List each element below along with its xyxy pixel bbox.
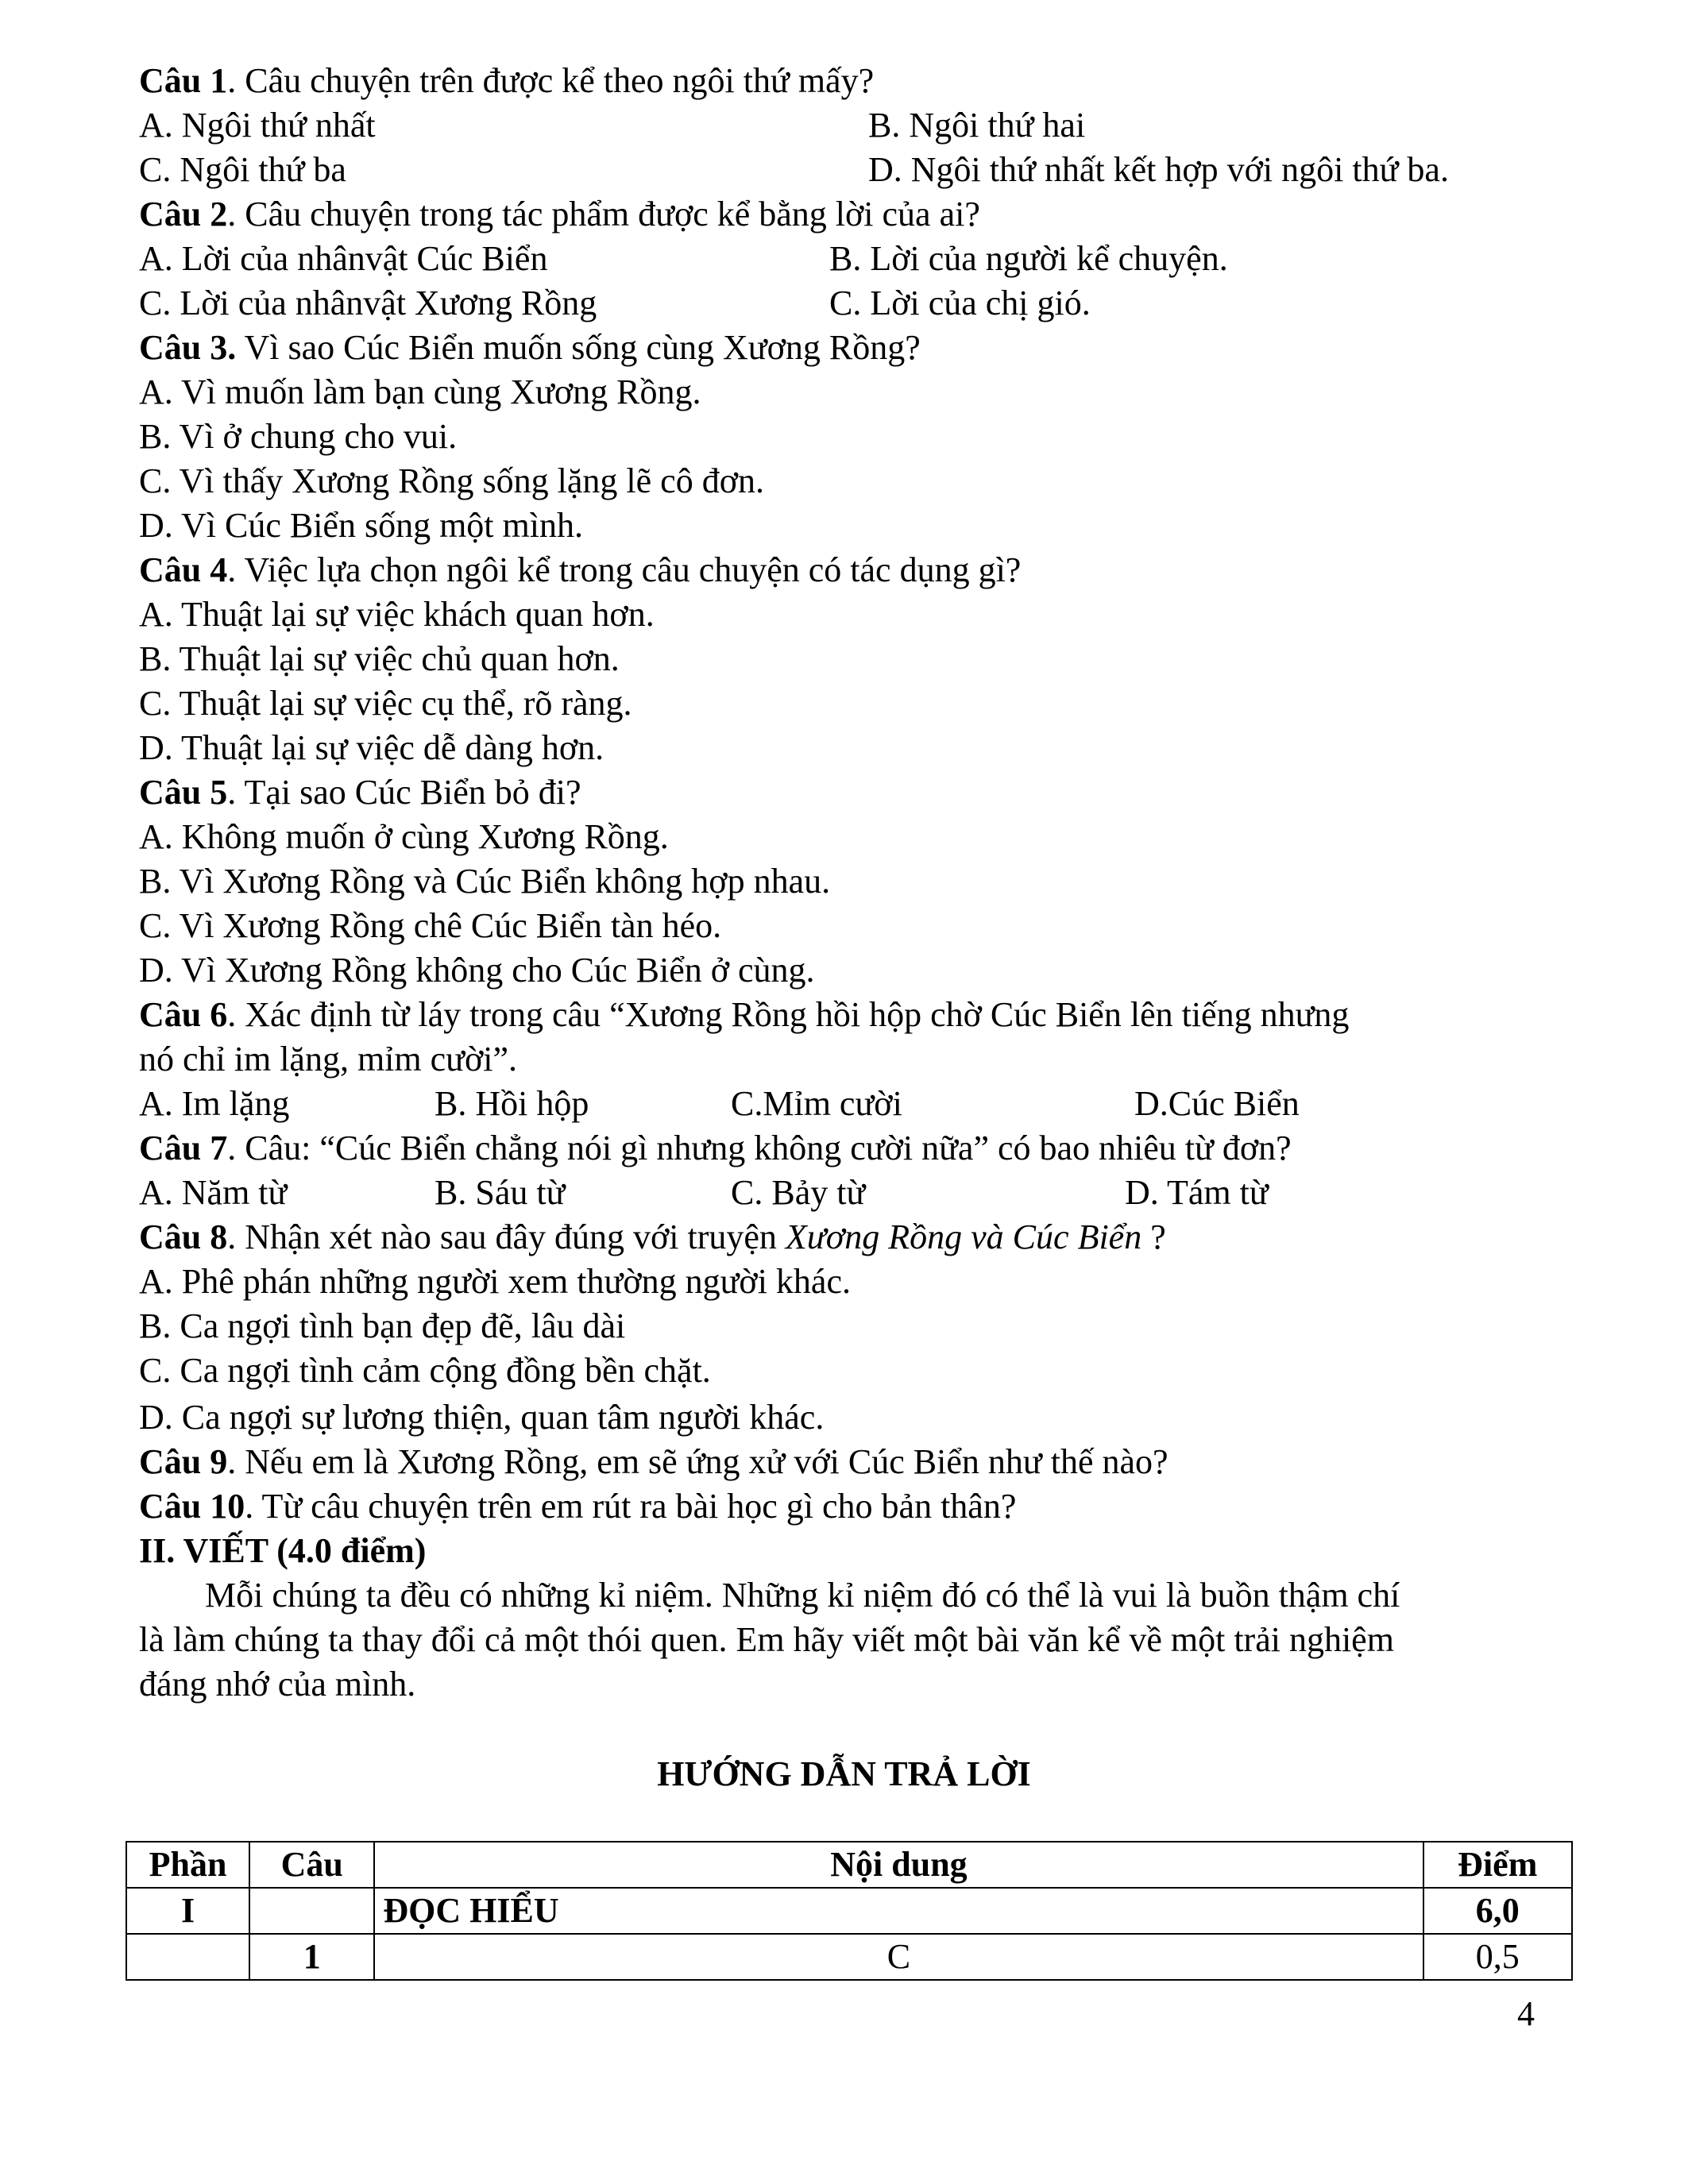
question-text: . Xác định từ láy trong câu “Xương Rồng hồi hộp chờ Cúc Biển lên tiếng nhưng (227, 995, 1350, 1034)
header-noi-dung: Nội dung (374, 1842, 1423, 1888)
question-text-end: ? (1141, 1217, 1166, 1256)
cell-diem: 0,5 (1423, 1934, 1572, 1980)
q2-option-d: C. Lời của chị gió. (829, 284, 1091, 322)
q8-option-b: B. Ca ngợi tình bạn đẹp đẽ, lâu dài (139, 1306, 626, 1345)
answer-table (126, 1841, 1573, 1981)
q1-option-a: A. Ngôi thứ nhất (139, 106, 376, 145)
question-text: . Câu chuyện trên được kể theo ngôi thứ mấy? (227, 61, 875, 100)
q5-option-a: A. Không muốn ở cùng Xương Rồng. (139, 817, 669, 856)
q3-option-d: D. Vì Cúc Biển sống một mình. (139, 506, 583, 545)
question-label: Câu 10 (139, 1487, 245, 1526)
question-6 (139, 993, 1349, 1037)
q3-option-b: B. Vì ở chung cho vui. (139, 417, 458, 456)
story-title: Xương Rồng và Cúc Biển (785, 1217, 1142, 1256)
q6-option-d: D.Cúc Biển (1134, 1084, 1300, 1123)
q3-option-a: A. Vì muốn làm bạn cùng Xương Rồng. (139, 372, 701, 411)
question-label: Câu 1 (139, 61, 228, 100)
q6-option-a: A. Im lặng (139, 1084, 290, 1123)
question-text: . Từ câu chuyện trên em rút ra bài học gì cho bản thân? (245, 1487, 1017, 1526)
question-label: Câu 3. (139, 328, 237, 367)
table-row (126, 1934, 1572, 1980)
cell-phan (126, 1934, 249, 1980)
header-diem: Điểm (1423, 1842, 1572, 1888)
question-text: Vì sao Cúc Biển muốn sống cùng Xương Rồng? (236, 328, 921, 367)
question-label: Câu 6 (139, 995, 228, 1034)
cell-noi-dung: ĐỌC HIỂU (374, 1888, 1423, 1934)
q6-option-b: B. Hồi hộp (435, 1084, 589, 1123)
question-7 (139, 1126, 1292, 1171)
q2-option-c: C. Lời của nhânvật Xương Rồng (139, 284, 597, 322)
table-row (126, 1888, 1572, 1934)
writing-heading: II. VIẾT (4.0 điểm) (139, 1531, 427, 1570)
q4-option-b: B. Thuật lại sự việc chủ quan hơn. (139, 639, 620, 678)
writing-prompt-line-1: Mỗi chúng ta đều có những kỉ niệm. Những kỉ niệm đó có thể là vui là buồn thậm chí (205, 1576, 1400, 1615)
question-4 (139, 548, 1021, 592)
cell-phan: I (126, 1888, 249, 1934)
cell-cau: 1 (249, 1934, 374, 1980)
q3-option-c: C. Vì thấy Xương Rồng sống lặng lẽ cô đơn. (139, 461, 764, 500)
q5-option-c: C. Vì Xương Rồng chê Cúc Biển tàn héo. (139, 906, 722, 945)
question-label: Câu 4 (139, 550, 228, 589)
header-phan: Phần (126, 1842, 249, 1888)
question-label: Câu 7 (139, 1129, 228, 1167)
q7-option-b: B. Sáu từ (435, 1173, 566, 1212)
question-label: Câu 5 (139, 773, 228, 812)
question-label: Câu 8 (139, 1217, 228, 1256)
question-2 (139, 192, 980, 237)
q1-option-d: D. Ngôi thứ nhất kết hợp với ngôi thứ ba. (868, 150, 1449, 189)
question-text: . Câu chuyện trong tác phẩm được kể bằng lời của ai? (227, 195, 980, 233)
question-5 (139, 770, 581, 815)
question-10 (139, 1484, 1016, 1529)
cell-noi-dung: C (374, 1934, 1423, 1980)
question-text: . Nhận xét nào sau đây đúng với truyện (227, 1217, 786, 1256)
question-9 (139, 1440, 1168, 1484)
question-text: . Nếu em là Xương Rồng, em sẽ ứng xử với Cúc Biển như thế nào? (227, 1442, 1168, 1481)
writing-prompt-line-3: đáng nhớ của mình. (139, 1665, 416, 1704)
q1-option-c: C. Ngôi thứ ba (139, 150, 346, 189)
answer-guide-heading: HƯỚNG DẪN TRẢ LỜI (657, 1754, 1031, 1793)
table-header-row (126, 1842, 1572, 1888)
q7-option-c: C. Bảy từ (731, 1173, 866, 1212)
question-text: . Tại sao Cúc Biển bỏ đi? (227, 773, 581, 812)
q1-option-b: B. Ngôi thứ hai (868, 106, 1086, 145)
q6-option-c: C.Mỉm cười (731, 1084, 902, 1123)
q7-option-a: A. Năm từ (139, 1173, 288, 1212)
q4-option-c: C. Thuật lại sự việc cụ thể, rõ ràng. (139, 684, 632, 723)
q5-option-d: D. Vì Xương Rồng không cho Cúc Biển ở cùng. (139, 951, 815, 990)
question-1 (139, 59, 874, 103)
q8-option-c: C. Ca ngợi tình cảm cộng đồng bền chặt. (139, 1351, 711, 1390)
question-text: . Việc lựa chọn ngôi kể trong câu chuyện có tác dụng gì? (227, 550, 1022, 589)
question-label: Câu 9 (139, 1442, 228, 1481)
q2-option-a: A. Lời của nhânvật Cúc Biển (139, 239, 548, 278)
header-cau: Câu (249, 1842, 374, 1888)
cell-diem: 6,0 (1423, 1888, 1572, 1934)
q4-option-a: A. Thuật lại sự việc khách quan hơn. (139, 595, 655, 634)
q5-option-b: B. Vì Xương Rồng và Cúc Biển không hợp nhau. (139, 862, 831, 901)
question-label: Câu 2 (139, 195, 228, 233)
writing-prompt-line-2: là làm chúng ta thay đổi cả một thói quen. Em hãy viết một bài văn kể về một trải nghiệm (139, 1620, 1394, 1659)
question-8 (139, 1215, 1166, 1260)
q4-option-d: D. Thuật lại sự việc dễ dàng hơn. (139, 728, 605, 767)
question-3 (139, 326, 921, 370)
page-number: 4 (1517, 1994, 1535, 2033)
question-6-continued: nó chỉ im lặng, mỉm cười”. (139, 1040, 518, 1078)
cell-cau (249, 1888, 374, 1934)
q2-option-b: B. Lời của người kể chuyện. (829, 239, 1228, 278)
q8-option-a: A. Phê phán những người xem thường người khác. (139, 1262, 851, 1301)
q8-option-d: D. Ca ngợi sự lương thiện, quan tâm người khác. (139, 1398, 825, 1437)
question-text: . Câu: “Cúc Biển chẳng nói gì nhưng không cười nữa” có bao nhiêu từ đơn? (227, 1129, 1292, 1167)
q7-option-d: D. Tám từ (1125, 1173, 1269, 1212)
